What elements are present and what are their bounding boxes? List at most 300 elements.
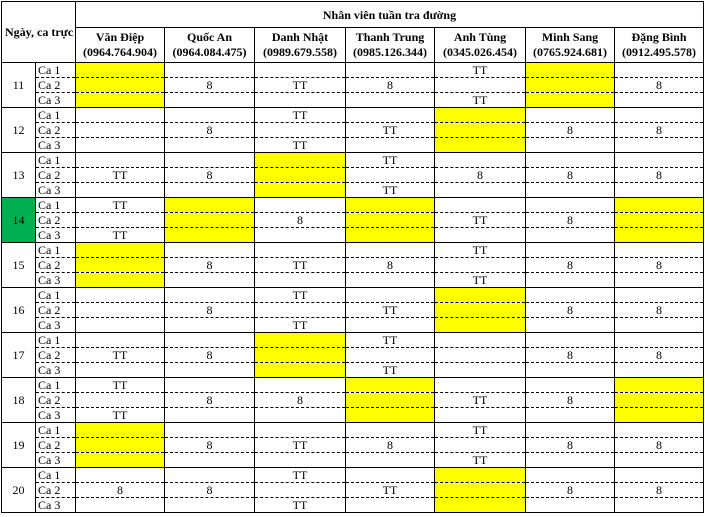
shift-cell bbox=[165, 243, 255, 258]
shift-cell bbox=[615, 453, 704, 468]
day-cell: 15 bbox=[2, 243, 36, 288]
shift-cell bbox=[526, 288, 615, 303]
table-row bbox=[2, 93, 704, 108]
shift-cell bbox=[615, 333, 704, 348]
shift-cell: TT bbox=[346, 483, 435, 498]
shift-cell bbox=[255, 198, 346, 213]
staff-name: Anh Tùng bbox=[453, 30, 507, 44]
shift-cell bbox=[76, 108, 165, 123]
shift-cell bbox=[435, 153, 526, 168]
off-duty-cell bbox=[255, 153, 346, 168]
shift-cell: 8 bbox=[165, 123, 255, 138]
shift-cell bbox=[255, 453, 346, 468]
off-duty-cell bbox=[615, 408, 704, 423]
shift-cell: 8 bbox=[526, 438, 615, 453]
shift-cell bbox=[255, 273, 346, 288]
shift-label: Ca 2 bbox=[36, 258, 76, 273]
table-row bbox=[2, 468, 704, 483]
shift-cell bbox=[346, 288, 435, 303]
shift-label: Ca 1 bbox=[36, 153, 76, 168]
shift-cell bbox=[165, 498, 255, 513]
off-duty-cell bbox=[255, 348, 346, 363]
shift-cell: 8 bbox=[526, 213, 615, 228]
off-duty-cell bbox=[255, 363, 346, 378]
shift-cell bbox=[435, 228, 526, 243]
shift-cell: TT bbox=[346, 183, 435, 198]
shift-cell bbox=[435, 408, 526, 423]
shift-cell bbox=[165, 288, 255, 303]
shift-label: Ca 2 bbox=[36, 483, 76, 498]
staff-name: Văn Điệp bbox=[95, 30, 145, 44]
table-row bbox=[2, 183, 704, 198]
shift-cell: TT bbox=[435, 63, 526, 78]
shift-cell: TT bbox=[435, 453, 526, 468]
shift-cell: 8 bbox=[165, 348, 255, 363]
table-row bbox=[2, 288, 704, 303]
shift-cell bbox=[255, 408, 346, 423]
shift-label: Ca 3 bbox=[36, 363, 76, 378]
table-row bbox=[2, 153, 704, 168]
shift-cell bbox=[255, 243, 346, 258]
table-row bbox=[2, 198, 704, 213]
shift-cell: 8 bbox=[615, 483, 704, 498]
shift-cell bbox=[615, 288, 704, 303]
shift-cell: 8 bbox=[255, 213, 346, 228]
shift-cell: 8 bbox=[526, 303, 615, 318]
off-duty-cell bbox=[255, 183, 346, 198]
shift-cell bbox=[76, 303, 165, 318]
staff-phone: (0345.026.454) bbox=[443, 45, 517, 59]
shift-cell: TT bbox=[76, 198, 165, 213]
shift-cell: 8 bbox=[615, 78, 704, 93]
day-cell: 20 bbox=[2, 468, 36, 513]
shift-cell bbox=[346, 468, 435, 483]
shift-cell bbox=[165, 183, 255, 198]
shift-cell bbox=[346, 63, 435, 78]
shift-cell bbox=[526, 273, 615, 288]
staff-name: Danh Nhật bbox=[271, 30, 329, 44]
shift-cell: TT bbox=[346, 123, 435, 138]
shift-cell bbox=[526, 333, 615, 348]
shift-cell: TT bbox=[435, 393, 526, 408]
shift-cell bbox=[76, 153, 165, 168]
off-duty-cell bbox=[165, 228, 255, 243]
shift-cell: 8 bbox=[615, 438, 704, 453]
shift-cell bbox=[435, 333, 526, 348]
shift-cell: 8 bbox=[526, 348, 615, 363]
shift-cell bbox=[526, 228, 615, 243]
shift-cell bbox=[435, 348, 526, 363]
shift-cell: TT bbox=[255, 258, 346, 273]
shift-label: Ca 1 bbox=[36, 243, 76, 258]
staff-phone: (0912.495.578) bbox=[622, 45, 696, 59]
shift-cell bbox=[76, 333, 165, 348]
shift-cell: TT bbox=[255, 78, 346, 93]
shift-cell bbox=[165, 153, 255, 168]
shift-cell bbox=[615, 63, 704, 78]
shift-cell: TT bbox=[76, 378, 165, 393]
staff-name: Thanh Trung bbox=[355, 30, 425, 44]
shift-cell bbox=[165, 108, 255, 123]
off-duty-cell bbox=[435, 303, 526, 318]
shift-cell: 8 bbox=[255, 393, 346, 408]
table-row bbox=[2, 348, 704, 363]
shift-cell bbox=[76, 363, 165, 378]
shift-label: Ca 1 bbox=[36, 378, 76, 393]
day-cell: 11 bbox=[2, 63, 36, 108]
shift-cell bbox=[435, 78, 526, 93]
shift-cell: TT bbox=[255, 288, 346, 303]
shift-cell: TT bbox=[435, 273, 526, 288]
shift-cell bbox=[615, 108, 704, 123]
off-duty-cell bbox=[435, 483, 526, 498]
shift-cell bbox=[255, 63, 346, 78]
off-duty-cell bbox=[435, 108, 526, 123]
shift-cell: TT bbox=[346, 153, 435, 168]
table-row bbox=[2, 78, 704, 93]
off-duty-cell bbox=[435, 123, 526, 138]
shift-cell bbox=[165, 318, 255, 333]
shift-cell: 8 bbox=[165, 393, 255, 408]
off-duty-cell bbox=[346, 393, 435, 408]
off-duty-cell bbox=[435, 318, 526, 333]
staff-phone: (0964.764.904) bbox=[83, 45, 157, 59]
shift-cell bbox=[526, 138, 615, 153]
staff-header-1 bbox=[76, 28, 165, 63]
table-row bbox=[2, 138, 704, 153]
table-row bbox=[2, 408, 704, 423]
day-cell: 12 bbox=[2, 108, 36, 153]
shift-cell bbox=[615, 183, 704, 198]
shift-cell: TT bbox=[255, 108, 346, 123]
staff-header-6 bbox=[526, 28, 615, 63]
shift-cell: TT bbox=[76, 408, 165, 423]
off-duty-cell bbox=[76, 78, 165, 93]
table-row bbox=[2, 318, 704, 333]
duty-roster-table bbox=[1, 1, 704, 513]
shift-cell: 8 bbox=[526, 123, 615, 138]
shift-cell: TT bbox=[76, 168, 165, 183]
shift-cell bbox=[526, 468, 615, 483]
off-duty-cell bbox=[526, 63, 615, 78]
shift-cell bbox=[615, 243, 704, 258]
shift-label: Ca 2 bbox=[36, 348, 76, 363]
shift-cell bbox=[615, 363, 704, 378]
shift-cell bbox=[435, 378, 526, 393]
table-row bbox=[2, 333, 704, 348]
shift-cell bbox=[255, 303, 346, 318]
shift-cell: TT bbox=[255, 438, 346, 453]
shift-cell bbox=[255, 93, 346, 108]
shift-cell: TT bbox=[76, 348, 165, 363]
shift-cell: TT bbox=[346, 363, 435, 378]
shift-cell: TT bbox=[435, 213, 526, 228]
shift-label: Ca 3 bbox=[36, 408, 76, 423]
shift-cell bbox=[526, 153, 615, 168]
shift-cell: 8 bbox=[165, 303, 255, 318]
table-row bbox=[2, 483, 704, 498]
shift-cell: 8 bbox=[165, 258, 255, 273]
shift-label: Ca 3 bbox=[36, 498, 76, 513]
staff-header-7 bbox=[615, 28, 704, 63]
shift-cell bbox=[435, 258, 526, 273]
shift-cell bbox=[346, 138, 435, 153]
off-duty-cell bbox=[255, 168, 346, 183]
off-duty-cell bbox=[526, 78, 615, 93]
shift-cell: 8 bbox=[165, 78, 255, 93]
shift-label: Ca 3 bbox=[36, 453, 76, 468]
shift-label: Ca 1 bbox=[36, 288, 76, 303]
shift-cell: 8 bbox=[76, 483, 165, 498]
staff-header-3 bbox=[255, 28, 346, 63]
shift-cell bbox=[346, 453, 435, 468]
shift-label: Ca 2 bbox=[36, 123, 76, 138]
day-cell: 14 bbox=[2, 198, 36, 243]
shift-label: Ca 2 bbox=[36, 168, 76, 183]
table-row bbox=[2, 423, 704, 438]
shift-cell bbox=[165, 363, 255, 378]
shift-cell: 8 bbox=[615, 123, 704, 138]
table-title: Nhân viên tuần tra đường bbox=[76, 2, 704, 28]
table-row bbox=[2, 393, 704, 408]
table-row bbox=[2, 63, 704, 78]
shift-cell: 8 bbox=[526, 168, 615, 183]
off-duty-cell bbox=[76, 453, 165, 468]
table-row bbox=[2, 168, 704, 183]
shift-cell bbox=[526, 198, 615, 213]
shift-cell: 8 bbox=[346, 438, 435, 453]
shift-cell: 8 bbox=[615, 258, 704, 273]
shift-cell: 8 bbox=[615, 348, 704, 363]
table-row bbox=[2, 213, 704, 228]
shift-cell bbox=[76, 123, 165, 138]
off-duty-cell bbox=[76, 243, 165, 258]
shift-cell: 8 bbox=[615, 303, 704, 318]
shift-label: Ca 3 bbox=[36, 228, 76, 243]
off-duty-cell bbox=[165, 213, 255, 228]
off-duty-cell bbox=[76, 423, 165, 438]
staff-header-4 bbox=[346, 28, 435, 63]
shift-cell bbox=[76, 288, 165, 303]
shift-cell: TT bbox=[255, 498, 346, 513]
table-row bbox=[2, 498, 704, 513]
shift-label: Ca 1 bbox=[36, 108, 76, 123]
off-duty-cell bbox=[615, 213, 704, 228]
shift-cell bbox=[76, 138, 165, 153]
shift-cell: TT bbox=[435, 423, 526, 438]
shift-cell bbox=[615, 138, 704, 153]
off-duty-cell bbox=[346, 378, 435, 393]
shift-cell bbox=[165, 63, 255, 78]
shift-cell bbox=[615, 153, 704, 168]
staff-phone: (0989.679.558) bbox=[263, 45, 337, 59]
shift-cell bbox=[165, 378, 255, 393]
staff-header-2 bbox=[165, 28, 255, 63]
roster-body bbox=[2, 63, 704, 513]
off-duty-cell bbox=[346, 198, 435, 213]
shift-cell bbox=[435, 438, 526, 453]
shift-label: Ca 1 bbox=[36, 468, 76, 483]
shift-cell: TT bbox=[435, 93, 526, 108]
shift-cell bbox=[435, 198, 526, 213]
shift-cell bbox=[76, 183, 165, 198]
shift-cell: 8 bbox=[165, 438, 255, 453]
shift-cell bbox=[526, 183, 615, 198]
staff-header-5 bbox=[435, 28, 526, 63]
table-row bbox=[2, 123, 704, 138]
shift-cell: 8 bbox=[526, 258, 615, 273]
shift-cell: TT bbox=[76, 228, 165, 243]
table-row bbox=[2, 453, 704, 468]
shift-cell bbox=[526, 378, 615, 393]
shift-cell bbox=[346, 108, 435, 123]
shift-cell bbox=[346, 498, 435, 513]
shift-label: Ca 2 bbox=[36, 213, 76, 228]
shift-label: Ca 2 bbox=[36, 438, 76, 453]
shift-label: Ca 3 bbox=[36, 183, 76, 198]
table-row bbox=[2, 108, 704, 123]
shift-cell bbox=[346, 243, 435, 258]
off-duty-cell bbox=[615, 393, 704, 408]
shift-label: Ca 1 bbox=[36, 198, 76, 213]
shift-cell: 8 bbox=[346, 258, 435, 273]
shift-cell bbox=[526, 108, 615, 123]
shift-cell bbox=[615, 273, 704, 288]
shift-cell: 8 bbox=[526, 393, 615, 408]
shift-cell bbox=[165, 453, 255, 468]
shift-label: Ca 2 bbox=[36, 78, 76, 93]
shift-cell bbox=[165, 468, 255, 483]
off-duty-cell bbox=[76, 273, 165, 288]
off-duty-cell bbox=[435, 138, 526, 153]
off-duty-cell bbox=[255, 333, 346, 348]
shift-cell bbox=[526, 408, 615, 423]
off-duty-cell bbox=[76, 438, 165, 453]
staff-header-row bbox=[2, 28, 704, 63]
corner-header: Ngày, ca trực bbox=[2, 2, 76, 63]
off-duty-cell bbox=[346, 213, 435, 228]
shift-cell bbox=[76, 468, 165, 483]
off-duty-cell bbox=[435, 288, 526, 303]
shift-cell bbox=[255, 228, 346, 243]
table-row bbox=[2, 438, 704, 453]
shift-cell: 8 bbox=[435, 168, 526, 183]
shift-cell: 8 bbox=[346, 78, 435, 93]
shift-cell bbox=[346, 318, 435, 333]
off-duty-cell bbox=[76, 63, 165, 78]
shift-cell bbox=[346, 423, 435, 438]
shift-cell bbox=[165, 423, 255, 438]
shift-cell bbox=[165, 273, 255, 288]
shift-cell bbox=[346, 348, 435, 363]
shift-cell: 8 bbox=[526, 483, 615, 498]
table-row bbox=[2, 228, 704, 243]
off-duty-cell bbox=[615, 378, 704, 393]
shift-cell bbox=[435, 183, 526, 198]
staff-name: Đặng Bình bbox=[631, 30, 687, 44]
day-cell: 18 bbox=[2, 378, 36, 423]
shift-cell: TT bbox=[255, 468, 346, 483]
day-cell: 19 bbox=[2, 423, 36, 468]
off-duty-cell bbox=[76, 258, 165, 273]
off-duty-cell bbox=[435, 468, 526, 483]
shift-label: Ca 1 bbox=[36, 333, 76, 348]
shift-label: Ca 2 bbox=[36, 393, 76, 408]
shift-cell bbox=[76, 498, 165, 513]
shift-cell bbox=[615, 468, 704, 483]
shift-cell: TT bbox=[435, 243, 526, 258]
shift-label: Ca 1 bbox=[36, 63, 76, 78]
off-duty-cell bbox=[76, 93, 165, 108]
shift-cell bbox=[255, 123, 346, 138]
shift-cell bbox=[526, 498, 615, 513]
off-duty-cell bbox=[615, 228, 704, 243]
staff-phone: (0765.924.681) bbox=[533, 45, 607, 59]
staff-phone: (0964.084.475) bbox=[172, 45, 247, 59]
shift-cell bbox=[346, 273, 435, 288]
shift-cell bbox=[435, 363, 526, 378]
shift-cell bbox=[165, 138, 255, 153]
shift-cell: TT bbox=[346, 303, 435, 318]
shift-cell bbox=[615, 498, 704, 513]
shift-cell bbox=[165, 333, 255, 348]
shift-cell bbox=[165, 93, 255, 108]
table-row bbox=[2, 258, 704, 273]
shift-label: Ca 3 bbox=[36, 273, 76, 288]
shift-cell bbox=[526, 363, 615, 378]
shift-cell bbox=[615, 318, 704, 333]
shift-cell bbox=[615, 423, 704, 438]
off-duty-cell bbox=[346, 228, 435, 243]
shift-cell bbox=[526, 453, 615, 468]
table-row bbox=[2, 273, 704, 288]
table-row bbox=[2, 378, 704, 393]
table-row bbox=[2, 303, 704, 318]
shift-label: Ca 2 bbox=[36, 303, 76, 318]
off-duty-cell bbox=[526, 93, 615, 108]
day-cell: 13 bbox=[2, 153, 36, 198]
shift-cell: 8 bbox=[165, 168, 255, 183]
shift-label: Ca 1 bbox=[36, 423, 76, 438]
shift-cell bbox=[615, 93, 704, 108]
shift-cell bbox=[526, 243, 615, 258]
shift-cell bbox=[76, 393, 165, 408]
table-row bbox=[2, 243, 704, 258]
shift-cell: TT bbox=[346, 333, 435, 348]
off-duty-cell bbox=[346, 408, 435, 423]
shift-cell bbox=[255, 483, 346, 498]
shift-cell bbox=[76, 318, 165, 333]
shift-label: Ca 3 bbox=[36, 138, 76, 153]
shift-cell bbox=[526, 423, 615, 438]
shift-cell: TT bbox=[255, 318, 346, 333]
off-duty-cell bbox=[165, 198, 255, 213]
shift-label: Ca 3 bbox=[36, 318, 76, 333]
shift-cell bbox=[346, 93, 435, 108]
staff-name: Minh Sang bbox=[541, 30, 599, 44]
shift-label: Ca 3 bbox=[36, 93, 76, 108]
staff-phone: (0985.126.344) bbox=[353, 45, 427, 59]
staff-name: Quốc An bbox=[186, 30, 232, 44]
shift-cell bbox=[165, 408, 255, 423]
table-row bbox=[2, 363, 704, 378]
off-duty-cell bbox=[615, 198, 704, 213]
off-duty-cell bbox=[435, 498, 526, 513]
shift-cell bbox=[255, 378, 346, 393]
day-cell: 16 bbox=[2, 288, 36, 333]
shift-cell bbox=[255, 423, 346, 438]
shift-cell bbox=[346, 168, 435, 183]
